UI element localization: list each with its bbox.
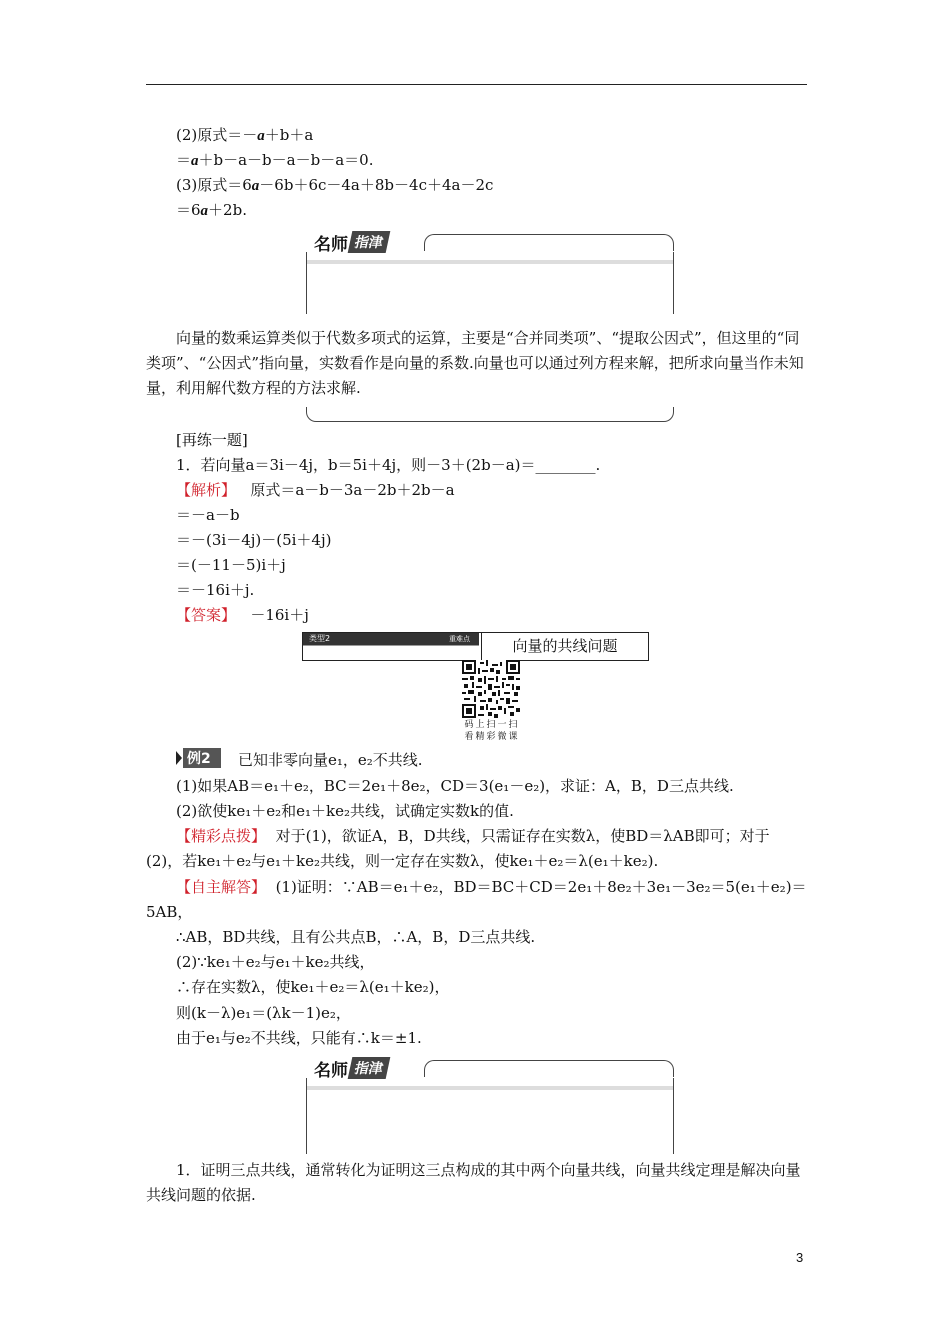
header-rule xyxy=(146,84,807,85)
hint-line: (2)，若ke₁＋e₂与e₁＋ke₂共线，则一定存在实数λ，使ke₁＋e₂＝λ(e₁＋ke₂). xyxy=(146,852,659,870)
self-answer-line: 则(k－λ)e₁＝(λk－1)e₂， xyxy=(176,1004,351,1022)
self-answer-line: ∴AB，BD共线，且有公共点B，∴A，B，D三点共线. xyxy=(176,928,536,946)
type-title: 向量的共线问题 xyxy=(512,637,618,655)
solution-line: ＝6a＋2b. xyxy=(176,201,247,219)
self-answer-line: 5AB， xyxy=(146,903,193,921)
practice-question: 1．若向量a＝3i－4j，b＝5i＋4j，则－3＋(2b－a)＝________. xyxy=(176,456,601,474)
self-answer-line: ∴存在实数λ，使ke₁＋e₂＝λ(e₁＋ke₂)， xyxy=(176,978,450,996)
teacher-box-header: 名师 指津 xyxy=(314,231,388,253)
example-stem: 已知非零向量e₁，e₂不共线. xyxy=(238,751,423,769)
self-answer-line: 由于e₁与e₂不共线，只能有∴k＝±1. xyxy=(176,1029,422,1047)
example-tag xyxy=(176,748,222,768)
teacher-note-text: 1．证明三点共线，通常转化为证明这三点构成的其中两个向量共线，向量共线定理是解决向量共线问题的依据. xyxy=(146,1161,801,1204)
teacher-note-box xyxy=(306,1060,674,1154)
type-header-bar xyxy=(302,632,649,661)
type-tag: 类型2 xyxy=(309,634,331,643)
qr-code-icon[interactable] xyxy=(462,660,520,718)
analysis-line: ＝(－11－5)i＋j xyxy=(176,556,286,574)
answer-line: 【答案】 －16i＋j xyxy=(176,606,309,624)
example-question: (1)如果AB＝e₁＋e₂，BC＝2e₁＋8e₂，CD＝3(e₁－e₂)，求证：A，B，D三点共线. xyxy=(176,777,734,795)
analysis-line: ＝－a－b xyxy=(176,506,240,524)
teacher-box-header: 名师 指津 xyxy=(314,1057,388,1079)
self-answer-line: 【自主解答】 (1)证明：∵AB＝e₁＋e₂，BD＝BC＋CD＝2e₁＋8e₂＋3e₁－3e₂＝5(e₁＋e₂)＝ xyxy=(176,878,807,896)
example-question: (2)欲使ke₁＋e₂和e₁＋ke₂共线，试确定实数k的值. xyxy=(176,802,514,820)
solution-line: (3)原式＝6a－6b＋6c－4a＋8b－4c＋4a－2c xyxy=(176,176,494,194)
practice-title: [再练一题] xyxy=(176,431,248,449)
analysis-line: ＝－(3i－4j)－(5i＋4j) xyxy=(176,531,332,549)
example-tag-label: 例2 xyxy=(187,751,211,767)
solution-line: (2)原式＝－a＋b＋a xyxy=(176,126,314,144)
qr-caption-line: 看精彩微课 xyxy=(464,732,520,742)
solution-line: ＝a＋b－a－b－a－b－a＝0. xyxy=(176,151,374,169)
page-number: 3 xyxy=(796,1250,804,1265)
qr-caption-line: 码上扫一扫 xyxy=(464,720,520,730)
hint-line: 【精彩点拨】 对于(1)，欲证A，B，D共线，只需证存在实数λ，使BD＝λAB即可；对于 xyxy=(176,827,770,845)
teacher-note-text: 向量的数乘运算类似于代数多项式的运算，主要是“合并同类项”、“提取公因式”，但这里的“同类项”、“公因式”指向量，实数看作是向量的系数.向量也可以通过列方程来解，把所求向量当作未知量，利用解代数方程的方法求解. xyxy=(146,329,804,397)
analysis-line: 【解析】 原式＝a－b－3a－2b＋2b－a xyxy=(176,481,455,499)
type-tag-2: 重难点 xyxy=(449,635,470,643)
self-answer-line: (2)∵ke₁＋e₂与e₁＋ke₂共线， xyxy=(176,953,375,971)
analysis-line: ＝－16i＋j. xyxy=(176,581,255,599)
